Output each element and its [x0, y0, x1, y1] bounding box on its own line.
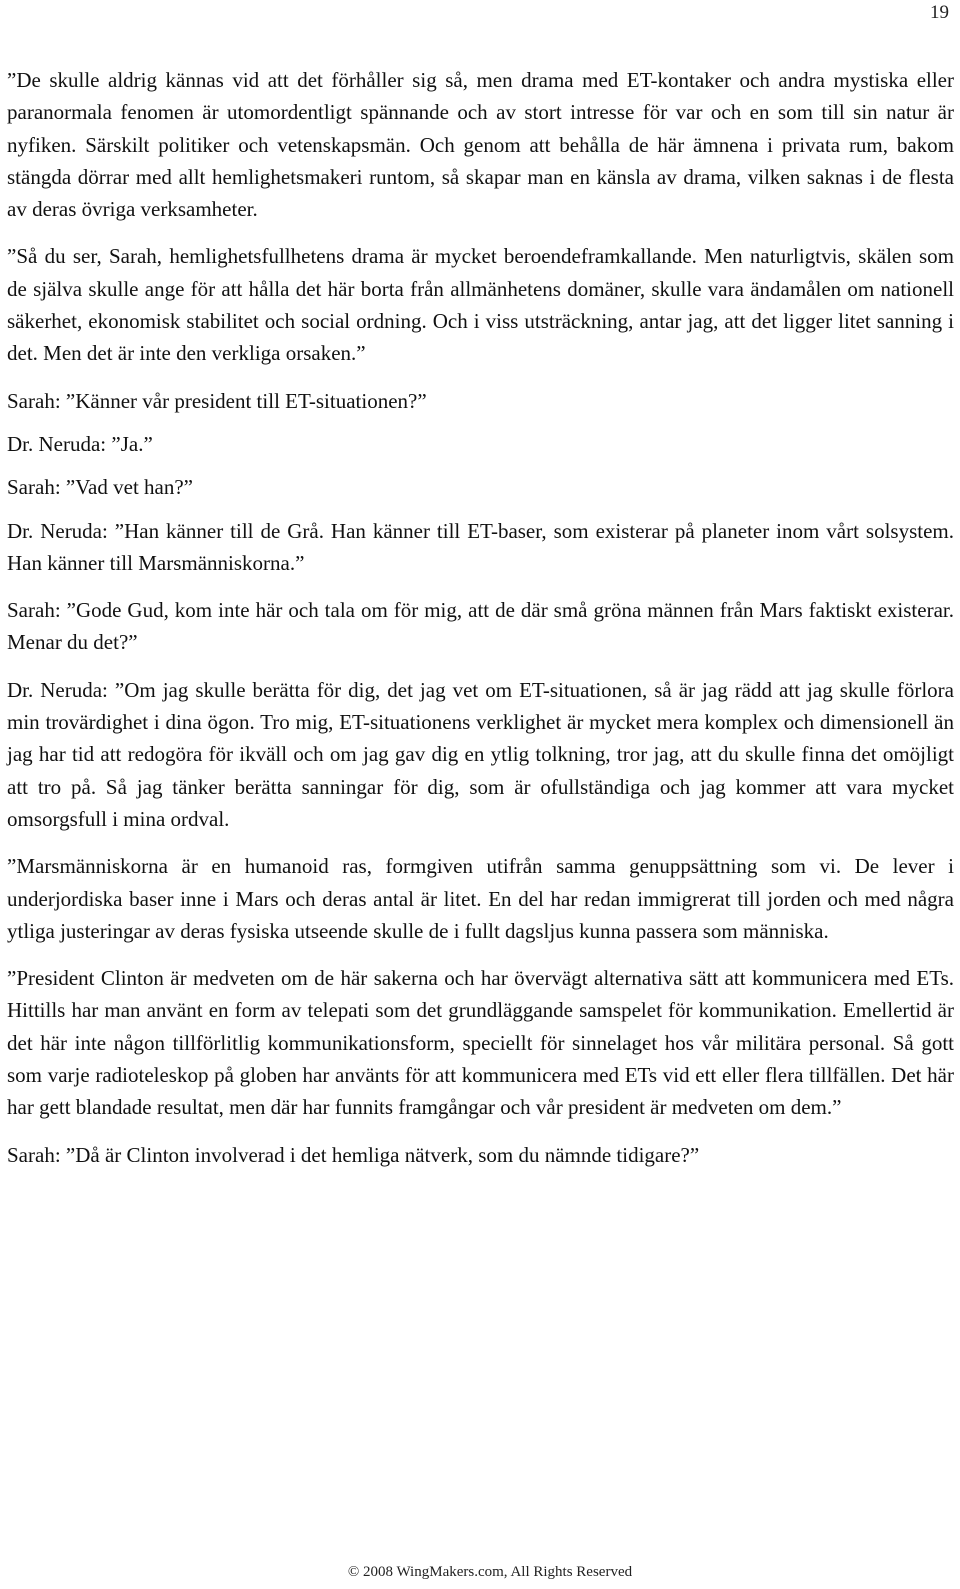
body-text — [7, 64, 954, 1186]
paragraph: ”De skulle aldrig kännas vid att det förhåller sig så, men drama med ET-kontaker och andra mystiska eller paranormala fenomen är utomordentligt spännande och av stort intresse för var och en som till sin natur är nyfiken. Särskilt politiker och vetenskapsmän. Och genom att behålla de här ämnena i privata rum, bakom stängda dörrar med allt hemlighetsmakeri runtom, så skapar man en känsla av drama, vilken saknas i de flesta av deras övriga verksamheter. — [7, 68, 954, 222]
copyright-footer: © 2008 WingMakers.com, All Rights Reserved — [347, 1564, 633, 1580]
paragraph: ”Så du ser, Sarah, hemlighetsfullhetens drama är mycket beroendeframkallande. Men naturligtvis, skälen som de själva skulle ange för att hålla det här borta från allmänhetens domäner, skulle vara ändamålen om nationell säkerhet, ekonomisk stabilitet och social ordning. Och i viss utsträckning, antar jag, att det ligger litet sanning i det. Men det är inte den verkliga orsaken.” — [7, 244, 954, 366]
page-number: 19 — [930, 2, 949, 23]
paragraph: Sarah: ”Gode Gud, kom inte här och tala om för mig, att de där små gröna männen från Mars faktiskt existerar. Menar du det?” — [7, 598, 954, 655]
paragraph: ”President Clinton är medveten om de här sakerna och har övervägt alternativa sätt att kommunicera med ETs. Hittills har man använt en form av telepati som det grundläggande samspelet för kommunikation. Emellertid är det här inte någon tillförlitlig kommunikationsform, speciellt för sinnelaget hos vår militära personal. Så gott som varje radioteleskop på globen har använts för att kommunicera med ETs vid ett eller flera tillfällen. Det här har gett blandade resultat, men där har funnits framgångar och vår president är medveten om dem.” — [7, 966, 954, 1120]
paragraph: Sarah: ”Känner vår president till ET-situationen?” — [7, 388, 427, 413]
paragraph: Sarah: ”Vad vet han?” — [7, 475, 193, 500]
paragraph: Dr. Neruda: ”Om jag skulle berätta för dig, det jag vet om ET-situationen, så är jag rädd att jag skulle förlora min trovärdighet i dina ögon. Tro mig, ET-situationens verklighet är mycket mera komplex och dimensionell än jag har tid att redogöra för ikväll och om jag gav dig en ytlig tolkning, tror jag, att du skulle finna det omöjligt att tro på. Så jag tänker berätta sanningar för dig, som är ofullständiga och jag kommer att vara mycket omsorgsfull i mina ordval. — [7, 677, 954, 831]
paragraph: Sarah: ”Då är Clinton involverad i det hemliga nätverk, som du nämnde tidigare?” — [7, 1142, 700, 1167]
paragraph: ”Marsmänniskorna är en humanoid ras, formgiven utifrån samma genuppsättning som vi. De lever i underjordiska baser inne i Mars och deras antal är litet. En del har redan immigrerat till jorden och med några ytliga justeringar av deras fysiska utseende skulle de i fullt dagsljus kunna passera som människa. — [7, 854, 954, 943]
paragraph: Dr. Neruda: ”Han känner till de Grå. Han känner till ET-baser, som existerar på planeter inom vårt solsystem. Han känner till Marsmänniskorna.” — [7, 518, 954, 575]
paragraph: Dr. Neruda: ”Ja.” — [7, 431, 153, 456]
